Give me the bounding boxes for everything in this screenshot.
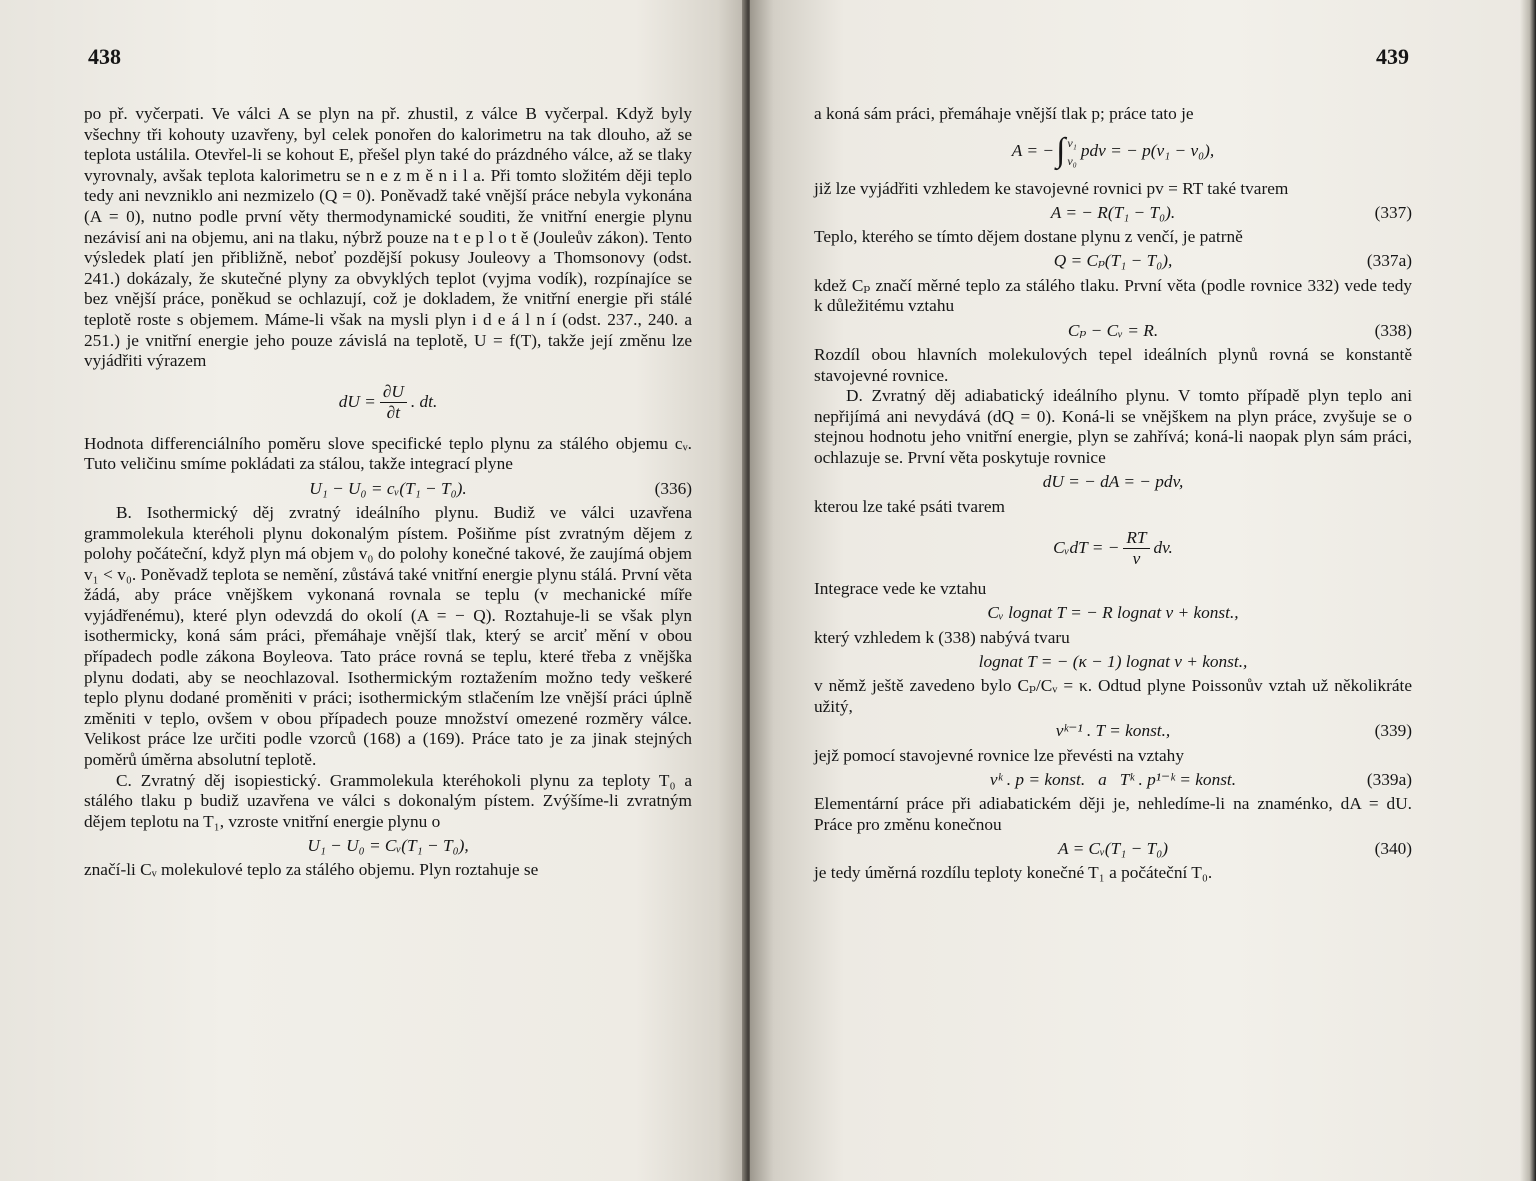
fraction-numerator: ∂U xyxy=(380,382,407,403)
fraction-denominator: v xyxy=(1132,548,1141,568)
page-edge-shadow xyxy=(1520,0,1536,1181)
equation-number: (339) xyxy=(1374,721,1412,741)
equation-rhs: pdv = − p(v₁ − v₀), xyxy=(1080,141,1215,161)
paragraph: B. Isothermický děj zvratný ideálního plynu. Budiž ve válci uzavřena grammolekula kteréholi plynu dokonalým pístem. Pošiňme píst zvratným dějem z polohy počáteční, když plyn má objem v₀ do polohy konečné takové, že zaujímá objem v₁ < v₀. Poněvadž teplota se nemění, zůstává také vnitřní energie plynu stálá. První věta žádá, aby práce vnějškem vykonaná rovnala se teplu (v mechanické míře vyjádřenému), které plyn odevzdá do okolí (A = − Q). Roztahuje-li se však plyn isothermicky, koná sám práci, přemáhaje vnější tlak, který se arciť mění v obou případech podle zákona Boyleova. Tato práce rovná se teplu, které třeba z vnějška plynu dodati, aby se neochlazoval. Isothermickým roztažením možno tedy veškeré teplo plynu dodané proměniti v práci; isothermickým stlačením lze vnější práci úplně změniti v teplo, ovšem v obou případech pouze množství omezené rozměry válce. Velikost práce lze určiti podle vzorců (168) a (169). Práce tato je za jinak stejných poměrů úměrna absolutní teplotě. xyxy=(84,502,692,770)
equation xyxy=(814,472,1412,494)
equation-text: U₁ − U₀ = Cᵥ(T₁ − T₀), xyxy=(307,836,469,856)
equation-text: Cᵥ lognat T = − R lognat v + konst., xyxy=(987,603,1239,623)
equation-number: (337a) xyxy=(1366,251,1412,271)
equation xyxy=(814,838,1412,860)
left-page xyxy=(0,0,748,1181)
paragraph: a koná sám práci, přemáhaje vnější tlak p; práce tato je xyxy=(814,104,1194,123)
equation-text: vᵏ . p = konst. a Tᵏ . p¹⁻ᵏ = konst. xyxy=(989,769,1237,789)
equation-text: lognat T = − (κ − 1) lognat v + konst., xyxy=(978,652,1248,672)
paragraph: již lze vyjádřiti vzhledem ke stavojevné rovnici pv = RT také tvarem xyxy=(814,178,1289,198)
page-number: 439 xyxy=(1376,44,1409,69)
equation-lhs: A = − xyxy=(1011,141,1054,161)
paragraph: Elementární práce při adiabatickém ději je, nehledíme-li na znaménko, dA = dU. Práce pro změnu konečnou xyxy=(814,794,1412,834)
page-number: 438 xyxy=(88,44,121,69)
equation xyxy=(814,128,1412,176)
equation xyxy=(814,651,1412,673)
paragraph: kdež Cₚ značí měrné teplo za stálého tlaku. První věta (podle rovnice 332) vede tedy k důležitému vztahu xyxy=(814,275,1412,316)
paragraph: v němž ještě zavedeno bylo Cₚ/Cᵥ = κ. Odtud plyne Poissonův vztah už několikráte užitý, xyxy=(814,676,1412,716)
equation xyxy=(814,320,1412,342)
equation-number: (340) xyxy=(1374,838,1412,858)
equation-lhs: dU = xyxy=(338,392,376,412)
text-column xyxy=(814,104,1412,884)
equation-rhs: . dt. xyxy=(410,392,438,412)
equation xyxy=(814,721,1412,743)
equation-number: (336) xyxy=(654,478,692,498)
integral-lower-limit: v₀ xyxy=(1067,153,1077,168)
equation xyxy=(814,520,1412,576)
equation xyxy=(814,603,1412,625)
paragraph: Integrace vede ke vztahu xyxy=(814,579,987,599)
integral-upper-limit: v₁ xyxy=(1067,135,1077,150)
paragraph: značí-li Cᵥ molekulové teplo za stálého objemu. Plyn roztahuje se xyxy=(84,860,539,880)
equation xyxy=(814,202,1412,224)
equation-text: Q = Cₚ(T₁ − T₀), xyxy=(1053,251,1173,271)
equation-text: dU = − dA = − pdv, xyxy=(1042,472,1184,492)
equation xyxy=(814,769,1412,791)
equation-text: Cₚ − Cᵥ = R. xyxy=(1067,320,1159,340)
equation xyxy=(84,835,692,857)
equation-number: (337) xyxy=(1374,202,1412,222)
equation-rhs: dv. xyxy=(1153,537,1173,557)
fraction-denominator: ∂t xyxy=(386,403,401,423)
equation xyxy=(814,251,1412,273)
paragraph: jejž pomocí stavojevné rovnice lze převésti na vztahy xyxy=(814,745,1184,765)
equation-number: (338) xyxy=(1374,320,1412,340)
paragraph: kterou lze také psáti tvarem xyxy=(814,496,1005,516)
paragraph: Rozdíl obou hlavních molekulových tepel ideálních plynů rovná se konstantě stavojevné rovnice. xyxy=(814,344,1412,385)
fraction-numerator: RT xyxy=(1123,528,1149,549)
equation-text: A = − R(T₁ − T₀). xyxy=(1050,202,1176,222)
paragraph: který vzhledem k (338) nabývá tvaru xyxy=(814,627,1070,647)
fraction xyxy=(380,382,407,423)
integral-limits xyxy=(1067,134,1077,170)
text-column xyxy=(84,104,692,881)
paragraph: Teplo, kterého se tímto dějem dostane plynu z venčí, je patrně xyxy=(814,227,1243,247)
equation-number: (339a) xyxy=(1366,769,1412,789)
equation-text: vᵏ⁻¹ . T = konst., xyxy=(1055,721,1171,741)
equation xyxy=(84,478,692,500)
integral-sign: ∫ xyxy=(1056,132,1066,170)
equation xyxy=(84,375,692,431)
paragraph: C. Zvratný děj isopiestický. Grammolekula kteréhokoli plynu za teploty T₀ a stálého tlaku p budiž uzavřena ve válci s dokonalým pístem. Zvýšíme-li zvratným dějem teplotu na T₁, vzroste vnitřní energie plynu o xyxy=(84,770,692,831)
equation-text: A = Cᵥ(T₁ − T₀) xyxy=(1058,838,1168,858)
fraction xyxy=(1123,528,1149,569)
paragraph: je tedy úměrná rozdílu teploty konečné T₁ a počáteční T₀. xyxy=(814,863,1213,883)
right-page xyxy=(750,0,1536,1181)
equation-text: U₁ − U₀ = cᵥ(T₁ − T₀). xyxy=(309,478,467,498)
equation-lhs: CᵥdT = − xyxy=(1053,537,1120,557)
paragraph: D. Zvratný děj adiabatický ideálního plynu. V tomto případě plyn teplo ani nepřijímá ani nevydává (dQ = 0). Koná-li se vnějškem na plyn práce, zvyšuje se o stejnou hodnotu jeho vnitřní energie, plyn se zahřívá; koná-li naopak plyn sám práci, ochlazuje se. První věta poskytuje rovnice xyxy=(814,386,1412,467)
paragraph: Hodnota differenciálního poměru slove specifické teplo plynu za stálého objemu cᵥ. Tuto veličinu smíme pokládati za stálou, takže integrací plyne xyxy=(84,433,692,474)
paragraph: po př. vyčerpati. Ve válci A se plyn na př. zhustil, z válce B vyčerpal. Když byly všechny tři kohouty uzavřeny, byl celek ponořen do kalorimetru na tak dlouho, až se teplota ustálila. Otevřel-li se kohout E, přešel plyn také do prázdného válce, až se tlaky vyrovnaly, avšak teplota kalorimetru se n e z m ě n i l a. Při tomto složitém ději teplo tedy ani nevzniklo ani nezmizelo (Q = 0). Poněvadž také vnější práce nebyla vykonána (A = 0), nutno podle první věty thermodynamické souditi, že vnitřní energie plynu nezávisí ani na objemu, ani na tlaku, nýbrž pouze na t e p l o t ě (Jouleův zákon). Tento výsledek platí jen přibližně, neboť pozdější pokusy Jouleovy a Thomsonovy (odst. 241.) dokázaly, že skutečné plyny za obvyklých teplot (vyjma vodík), rozpínajíce se bez vnější práce, poněkud se ochlazují, což je dokladem, že vnitřní energie při stálé teplotě roste s objemem. Máme-li však na mysli plyn i d e á l n í (odst. 237., 240. a 251.) je vnitřní energie jeho pouze závislá na teplotě, U = f(T), takže její změnu lze vyjádřiti výrazem xyxy=(84,104,692,371)
